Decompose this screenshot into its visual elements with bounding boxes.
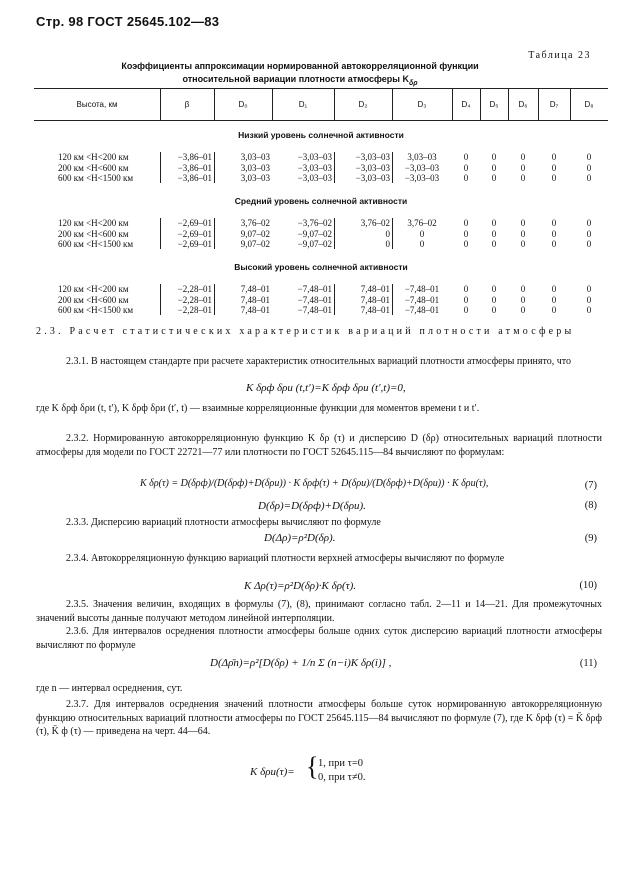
table-cell: 0	[463, 305, 469, 315]
table-cell: 0	[551, 305, 557, 315]
table-cell: 0	[520, 162, 526, 173]
table-cell: −3,03–03	[297, 173, 332, 183]
row-label: 600 км <H<1500 км	[58, 239, 134, 249]
table-cell: 7,48–01	[360, 305, 390, 315]
table-cell: −7,48–01	[404, 284, 440, 294]
table-cell: 0	[491, 152, 497, 162]
table-cell: 3,03–03	[240, 162, 270, 173]
table-cell: 0	[491, 218, 497, 228]
cell-separator	[214, 152, 215, 183]
formula-last-case-2: 0, при τ≠0.	[318, 772, 366, 783]
row-label: 200 км <H<600 км	[58, 162, 129, 173]
table-cell: 0	[586, 305, 592, 315]
formula-11: D(Δρ̄n)=ρ²[D(δρ) + 1/n Σ (n−i)K δρ(i)] ,	[210, 657, 392, 669]
table-cell: 0	[586, 152, 592, 162]
para-2-3-5: 2.3.5. Значения величин, входящих в формулы (7), (8), принимают согласно табл. 2—11 и 14—21. Для промежуточных значений высоты данные получают методом линейной интерполяции.	[36, 599, 602, 624]
section-title: Высокий уровень солнечной активности	[234, 262, 408, 272]
table-cell: 0	[520, 218, 526, 228]
table-caption-line1: Коэффициенты аппроксимации нормированной автокорреляционной функции	[121, 61, 479, 71]
table-cell: −3,86–01	[177, 173, 212, 183]
row-label: 200 км <H<600 км	[58, 228, 129, 239]
section-title: Средний уровень солнечной активности	[234, 196, 408, 206]
table-cell: −7,48–01	[297, 284, 332, 294]
formula-10: K Δρ(τ)=ρ²D(δρ)·K δρ(τ).	[244, 580, 356, 592]
table-cell: 0	[491, 305, 497, 315]
table-cell: 0	[491, 162, 497, 173]
table-cell: −3,03–03	[297, 152, 332, 162]
table-cell: −2,69–01	[177, 228, 212, 239]
para-2-3-7: 2.3.7. Для интервалов осреднения значений плотности атмосферы больше суток нормированную автокорреляционную функцию относительных вариаций плотности атмосферы по ГОСТ 25645.115—84 вычисляют по формуле (7), где K δρф (τ) = K̄ δρф (τ), K̄ ф (τ) — приведена на черт. 44—64.	[36, 699, 602, 737]
table-cell: 7,48–01	[240, 305, 270, 315]
column-header: D₃	[417, 100, 427, 109]
table-cell: −7,48–01	[297, 294, 332, 305]
para-2-3-6b: где n — интервал осреднения, сут.	[36, 683, 183, 694]
column-separator	[214, 88, 215, 120]
table-cell: −3,03–03	[355, 152, 390, 162]
table-cell: 0	[491, 239, 497, 249]
row-label: 120 км <H<200 км	[58, 218, 129, 228]
row-label: 600 км <H<1500 км	[58, 305, 134, 315]
cell-separator	[392, 284, 393, 315]
cell-separator	[334, 284, 335, 315]
brace-glyph: {	[306, 752, 319, 781]
table-cell: −9,07–02	[297, 239, 332, 249]
table-cell: 0	[463, 284, 469, 294]
table-top-rule	[34, 88, 608, 89]
table-cell: 7,48–01	[360, 294, 390, 305]
table-cell: 0	[551, 152, 557, 162]
row-label: 120 км <H<200 км	[58, 284, 129, 294]
column-header: D₆	[518, 100, 528, 109]
table-cell: 0	[385, 239, 390, 249]
column-separator	[392, 88, 393, 120]
formula-last-case-1: 1, при τ=0	[318, 758, 364, 769]
cell-separator	[160, 284, 161, 315]
para-2-3-3: 2.3.3. Дисперсию вариаций плотности атмосферы вычисляют по формуле	[66, 517, 381, 528]
table-cell: 0	[419, 228, 425, 239]
cell-separator	[392, 218, 393, 249]
table-cell: −3,86–01	[177, 162, 212, 173]
formula-8: D(δρ)=D(δρф)+D(δρи).	[258, 500, 366, 512]
column-header: D₈	[584, 100, 594, 109]
eq-number-11: (11)	[579, 658, 597, 669]
table-cell: 3,76–02	[360, 218, 390, 228]
formula-cross-corr: K δρф δρи (t,t′)=K δρф δρи (t′,t)=0,	[246, 382, 406, 394]
para-2-3-1: 2.3.1. В настоящем стандарте при расчете характеристик относительных вариаций плотности атмосферы принято, что	[66, 356, 571, 367]
table-cell: 0	[463, 162, 469, 173]
para-2-3-4: 2.3.4. Автокорреляционную функцию вариаций плотности верхней атмосферы вычисляют по формуле	[66, 553, 505, 564]
table-cell: 0	[520, 152, 526, 162]
column-header: D₄	[461, 100, 471, 109]
table-caption	[60, 60, 540, 90]
table-cell: −3,03–03	[404, 162, 440, 173]
para-2-3-1b: где K δρф δρи (t, t′), K δρф δρи (t′, t) — взаимные корреляционные функции для моментов времени t и t′.	[36, 403, 480, 414]
table-cell: −2,69–01	[177, 218, 212, 228]
table-cell: 0	[385, 228, 390, 239]
para-2-3-2: 2.3.2. Нормированную автокорреляционную функцию K δρ (τ) и дисперсию D (δρ) относительных вариаций плотности атмосферы для модели по ГОСТ 22721—77 или плотности по ГОСТ 52645.115—84 вычисляют по формулам:	[36, 433, 602, 458]
table-caption-subscript: δρ	[408, 79, 418, 87]
column-header: D₁	[298, 100, 308, 109]
cell-separator	[160, 152, 161, 183]
table-head-rule	[34, 120, 608, 121]
table-cell: 0	[463, 218, 469, 228]
table-number: Таблица 23	[528, 50, 591, 61]
eq-number-7: (7)	[584, 480, 597, 491]
table-caption-line2: относительной вариации плотности атмосферы $K_{\delta\rho}$	[182, 74, 418, 87]
table-cell: 0	[586, 218, 592, 228]
table-cell: 0	[586, 284, 592, 294]
table-cell: 0	[586, 162, 592, 173]
table-cell: 0	[491, 284, 497, 294]
table-cell: 0	[520, 305, 526, 315]
table-cell: 0	[586, 239, 592, 249]
section-title-2-3: 2.3. Расчет статистических характеристик вариаций плотности атмосферы	[36, 326, 575, 337]
row-label: 600 км <H<1500 км	[58, 173, 134, 183]
eq-number-9: (9)	[584, 533, 597, 544]
table-cell: 0	[463, 152, 469, 162]
table-cell: 0	[520, 294, 526, 305]
table-cell: 0	[491, 173, 497, 183]
eq-number-8: (8)	[584, 500, 597, 511]
table-cell: −7,48–01	[404, 305, 440, 315]
cell-separator	[214, 284, 215, 315]
table-cell: −7,48–01	[404, 294, 440, 305]
column-header: D₇	[549, 100, 559, 109]
table-cell: 0	[586, 228, 592, 239]
table-cell: 0	[551, 218, 557, 228]
cell-separator	[214, 218, 215, 249]
formula-last-lhs: K δρи(τ)=	[250, 766, 295, 778]
table-cell: 0	[463, 228, 469, 239]
page-header: Стр. 98 ГОСТ 25645.102—83	[36, 14, 220, 29]
column-separator	[570, 88, 571, 120]
table-cell: 0	[520, 228, 526, 239]
table-cell: 7,48–01	[360, 284, 390, 294]
table-cell: 7,48–01	[240, 284, 270, 294]
table-cell: 0	[463, 173, 469, 183]
table-cell: −3,76–02	[297, 218, 332, 228]
table-cell: 0	[520, 239, 526, 249]
cell-separator	[334, 152, 335, 183]
table-cell: 3,03–03	[240, 152, 270, 162]
table-cell: −2,28–01	[177, 305, 212, 315]
table-cell: 0	[551, 162, 557, 173]
cell-separator	[160, 218, 161, 249]
row-label: 120 км <H<200 км	[58, 152, 129, 162]
table-cell: −3,03–03	[355, 173, 390, 183]
column-separator	[334, 88, 335, 120]
column-header: D₅	[489, 100, 499, 109]
table-cell: 0	[551, 284, 557, 294]
table-cell: 0	[491, 228, 497, 239]
table-cell: −3,03–03	[404, 173, 440, 183]
table-cell: 0	[551, 294, 557, 305]
table-cell: −2,28–01	[177, 284, 212, 294]
column-separator	[480, 88, 481, 120]
table-cell: 3,76–02	[240, 218, 270, 228]
eq-number-10: (10)	[579, 580, 597, 591]
table-cell: −7,48–01	[297, 305, 332, 315]
section-title: Низкий уровень солнечной активности	[238, 130, 404, 140]
table-cell: 3,76–02	[407, 218, 437, 228]
table-cell: −2,28–01	[177, 294, 212, 305]
table-cell: 0	[586, 294, 592, 305]
table-cell: 7,48–01	[240, 294, 270, 305]
column-separator	[508, 88, 509, 120]
table-cell: −2,69–01	[177, 239, 212, 249]
formula-9: D(Δρ)=ρ²D(δρ).	[264, 532, 336, 544]
formula-7: K δρ(τ) = D(δρф)/(D(δρф)+D(δρи)) · K δρф(τ) + D(δρи)/(D(δρф)+D(δρи)) · K δρи(τ),	[140, 478, 489, 489]
table-cell: 3,03–03	[407, 152, 437, 162]
table-cell: 0	[419, 239, 425, 249]
table-cell: 0	[463, 294, 469, 305]
table-cell: 0	[586, 173, 592, 183]
table-cell: 0	[463, 239, 469, 249]
table-cell: 0	[551, 173, 557, 183]
table-cell: 0	[551, 239, 557, 249]
table-cell: −3,03–03	[297, 162, 332, 173]
table-cell: 3,03–03	[240, 173, 270, 183]
table-cell: 0	[551, 228, 557, 239]
cell-separator	[334, 218, 335, 249]
table-cell: 0	[520, 284, 526, 294]
table-cell: 9,07–02	[240, 228, 270, 239]
table-cell: −3,03–03	[355, 162, 390, 173]
table-cell: 0	[491, 294, 497, 305]
column-separator	[538, 88, 539, 120]
column-separator	[160, 88, 161, 120]
table-cell: −9,07–02	[297, 228, 332, 239]
table-cell: 9,07–02	[240, 239, 270, 249]
table-cell: −3,86–01	[177, 152, 212, 162]
column-header: D₂	[358, 100, 368, 109]
column-separator	[272, 88, 273, 120]
column-separator	[452, 88, 453, 120]
para-2-3-6: 2.3.6. Для интервалов осреднения плотности атмосферы больше одних суток дисперсию вариаций плотности атмосферы вычисляют по формуле	[36, 626, 602, 651]
row-label: 200 км <H<600 км	[58, 294, 129, 305]
column-header: D₀	[238, 100, 248, 109]
column-header: β	[184, 100, 190, 109]
table-cell: 0	[520, 173, 526, 183]
column-header: Высота, км	[76, 100, 118, 109]
cell-separator	[392, 152, 393, 183]
